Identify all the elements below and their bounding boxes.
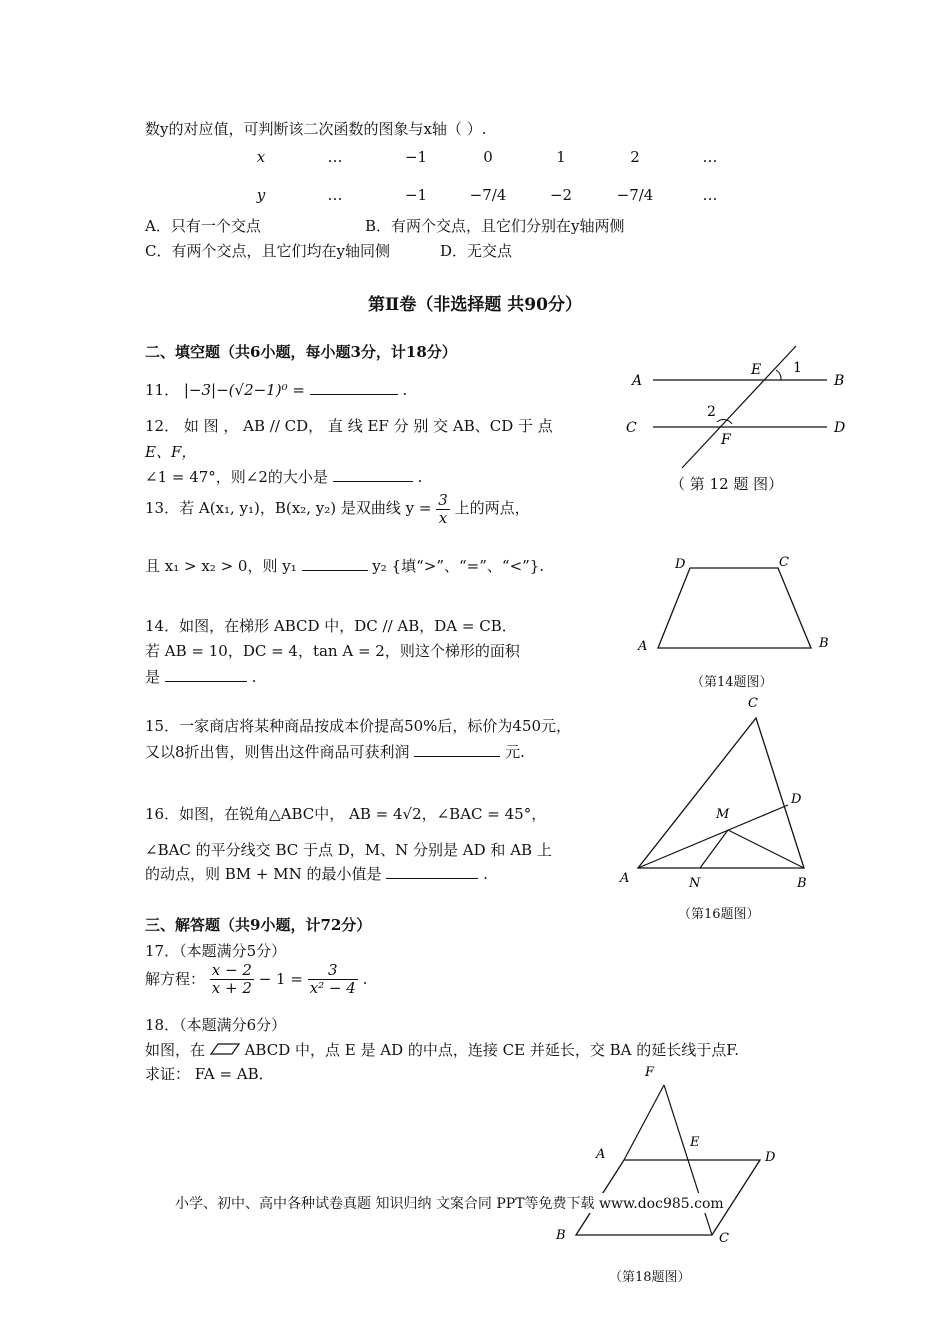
q18-line1: 18．（本题满分6分）	[145, 1016, 287, 1034]
q16-line3	[145, 863, 488, 884]
label-D: D	[834, 420, 846, 436]
label-B: B	[797, 876, 807, 891]
q13-line2-text: 且 x₁ > x₂ > 0，则 y₁	[145, 557, 297, 575]
q16-line3-end: .	[483, 865, 488, 883]
label-B: B	[556, 1228, 566, 1243]
label-N: N	[689, 876, 701, 891]
label-E: E	[690, 1135, 700, 1150]
y-cell-1: …	[327, 186, 343, 204]
q13-frac-den: x	[438, 508, 448, 527]
q10-option-a: A．只有一个交点	[145, 217, 261, 235]
label-M: M	[716, 807, 730, 822]
footer-text: 小学、初中、高中各种试卷真题 知识归纳 文案合同 PPT等免费下载 www.doc985.com	[175, 1193, 724, 1213]
part2-title: 第Ⅱ卷（非选择题 共90分）	[368, 295, 582, 315]
x-cell-1: …	[327, 148, 343, 166]
q10-option-d: D．无交点	[440, 242, 513, 260]
x-cell-0: x	[256, 148, 266, 166]
label-D: D	[675, 557, 686, 572]
label-A: A	[620, 871, 630, 886]
label-A: A	[596, 1147, 606, 1162]
label-C: C	[748, 696, 758, 711]
x-row	[232, 140, 748, 174]
line-ef	[682, 346, 796, 468]
parallelogram-symbol	[210, 1042, 240, 1056]
q15-answer-blank[interactable]	[414, 742, 500, 757]
segment-bm	[728, 830, 804, 868]
q11-number: 11．	[145, 381, 180, 399]
q17-rhs-fraction	[308, 962, 358, 996]
q13-line2-end: y₂ {填“>”、“=”、“<”}.	[372, 557, 545, 575]
q12-line3-end: .	[417, 468, 423, 486]
value-table	[232, 140, 748, 216]
q17-rhs-den: x² − 4	[309, 978, 356, 997]
q17-prefix: 解方程：	[145, 970, 206, 988]
q15-line2-end: 元.	[505, 743, 525, 761]
q11-answer-blank[interactable]	[310, 380, 398, 395]
q18-line2	[145, 1039, 739, 1060]
q13-line1-end: 上的两点，	[454, 499, 530, 517]
label-A: A	[638, 639, 648, 654]
y-cell-4: −2	[549, 186, 573, 204]
q14-figure	[630, 550, 830, 660]
q15-line2-text: 又以8折出售，则售出这件商品可获利润	[145, 743, 410, 761]
angle-1-arc	[776, 370, 781, 380]
q17-mid: − 1 =	[258, 970, 303, 988]
trapezoid-abcd	[658, 568, 811, 648]
x-cell-3: 0	[483, 148, 493, 166]
section3-heading: 三、解答题（共9小题，计72分）	[145, 916, 372, 934]
label-angle-1: 1	[793, 360, 802, 376]
q10-intro: 数y的对应值，可判断该二次函数的图象与x轴（ ）.	[145, 120, 487, 138]
q12-figure	[620, 340, 860, 475]
q13-fraction	[436, 492, 450, 526]
x-cell-4: 1	[556, 148, 566, 166]
q12-line1: 12． 如 图 ， AB // CD， 直 线 EF 分 别 交 AB、CD 于 点	[145, 417, 553, 435]
q14-line1: 14．如图，在梯形 ABCD 中，DC // AB，DA = CB．	[145, 617, 517, 635]
label-F: F	[645, 1065, 655, 1080]
q14-answer-blank[interactable]	[165, 667, 247, 682]
label-C: C	[626, 420, 637, 436]
q13-frac-num: 3	[438, 491, 448, 509]
q12-line3-text: ∠1 = 47°，则∠2的大小是	[145, 468, 328, 486]
q13-line2	[145, 555, 544, 576]
label-D: D	[791, 792, 802, 807]
label-C: C	[779, 555, 789, 570]
q17-lhs-fraction	[210, 962, 254, 996]
q17-equation	[145, 962, 367, 996]
q17-rhs-num: 3	[308, 962, 358, 980]
y-cell-3: −7/4	[469, 186, 507, 204]
y-row	[232, 174, 748, 216]
label-angle-2: 2	[707, 404, 716, 420]
label-C: C	[719, 1231, 729, 1246]
q12-line3	[145, 466, 422, 487]
label-E: E	[751, 362, 762, 378]
q13-answer-blank[interactable]	[302, 556, 368, 571]
q14-caption: （第14题图）	[691, 675, 773, 690]
q14-line3-text: 是	[145, 668, 161, 686]
q10-option-c: C．有两个交点，且它们均在y轴同侧	[145, 242, 390, 260]
q12-answer-blank[interactable]	[333, 467, 413, 482]
q10-option-b: B．有两个交点，且它们分别在y轴两侧	[365, 217, 625, 235]
q11-end: .	[402, 381, 408, 399]
q16-line1: 16．如图，在锐角△ABC中， AB = 4√2，∠BAC = 45°，	[145, 805, 547, 823]
q17-line1: 17．（本题满分5分）	[145, 942, 287, 960]
q13-line1	[145, 492, 530, 526]
q12-line2: E、F，	[145, 443, 197, 461]
q17-lhs-den: x + 2	[211, 978, 252, 997]
q18-figure	[548, 1060, 788, 1250]
y-cell-6: …	[702, 186, 718, 204]
q14-line3-end: .	[251, 668, 257, 686]
q15-line2	[145, 741, 525, 762]
q15-line1: 15．一家商店将某种商品按成本价提高50%后，标价为450元，	[145, 717, 572, 735]
q18-line2-rest: ABCD 中，点 E 是 AD 的中点，连接 CE 并延长，交 BA 的延长线于点F.	[244, 1041, 740, 1059]
triangle-abc	[638, 718, 804, 868]
y-cell-2: −1	[404, 186, 428, 204]
y-cell-0: y	[256, 186, 266, 204]
q13-line1-text: 13．若 A(x₁, y₁)，B(x₂, y₂) 是双曲线 y =	[145, 499, 432, 517]
q18-line3: 求证： FA = AB．	[145, 1065, 274, 1083]
x-cell-2: −1	[404, 148, 428, 166]
label-F: F	[721, 432, 731, 448]
y-cell-5: −7/4	[616, 186, 654, 204]
x-cell-6: …	[702, 148, 718, 166]
q17-lhs-num: x − 2	[211, 961, 252, 979]
q11	[145, 379, 407, 400]
q18-line2-start: 如图，在	[145, 1041, 206, 1059]
segment-af	[624, 1085, 664, 1160]
label-B: B	[819, 636, 829, 651]
x-cell-5: 2	[630, 148, 640, 166]
q16-line2: ∠BAC 的平分线交 BC 于点 D，M、N 分别是 AD 和 AB 上	[145, 841, 552, 859]
label-A: A	[632, 373, 643, 389]
q16-answer-blank[interactable]	[386, 864, 478, 879]
label-D: D	[765, 1150, 776, 1165]
q17-end: .	[362, 970, 368, 988]
q14-line2: 若 AB = 10，DC = 4，tan A = 2，则这个梯形的面积	[145, 642, 520, 660]
q16-caption: （第16题图）	[678, 907, 760, 922]
q14-line3	[145, 666, 256, 687]
section2-heading: 二、填空题（共6小题，每小题3分，计18分）	[145, 343, 457, 361]
q11-expression: |−3|−(√2−1)⁰ =	[183, 381, 305, 399]
segment-ad	[638, 805, 788, 868]
q16-figure	[612, 692, 822, 892]
label-B: B	[834, 373, 845, 389]
q12-caption: （ 第 12 题 图）	[670, 475, 784, 493]
q18-caption: （第18题图）	[609, 1270, 691, 1285]
q16-line3-text: 的动点，则 BM + MN 的最小值是	[145, 865, 382, 883]
